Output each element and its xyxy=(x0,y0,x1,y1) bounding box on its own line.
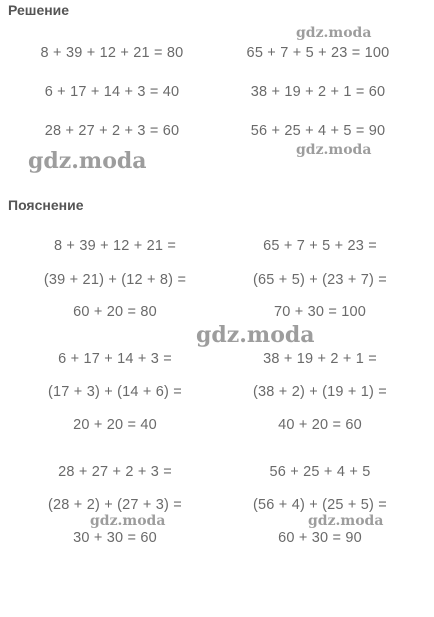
explanation-line: 28 + 27 + 2 + 3 = xyxy=(58,464,172,480)
explanation-line: 70 + 30 = 100 xyxy=(273,304,367,320)
watermark: gdz.moda xyxy=(28,148,147,174)
explanation-line: 56 + 25 + 4 + 5 xyxy=(269,464,371,480)
explanation-line: (56 + 4) + (25 + 5) = xyxy=(253,497,387,513)
solution-equation: 38 + 19 + 2 + 1 = 60 xyxy=(250,84,386,100)
watermark: gdz.moda xyxy=(296,25,372,41)
explanation-line: (65 + 5) + (23 + 7) = xyxy=(253,272,387,288)
explanation-line: 40 + 20 = 60 xyxy=(278,417,362,433)
watermark: gdz.moda xyxy=(90,513,166,529)
solution-heading: Решение xyxy=(8,2,70,18)
explanation-line: (28 + 2) + (27 + 3) = xyxy=(48,497,182,513)
explanation-line: 60 + 20 = 80 xyxy=(73,304,157,320)
explanation-line: 8 + 39 + 12 + 21 = xyxy=(53,238,177,254)
explanation-line: 6 + 17 + 14 + 3 = xyxy=(58,351,172,367)
explanation-line: (38 + 2) + (19 + 1) = xyxy=(253,384,387,400)
explanation-line: 38 + 19 + 2 + 1 = xyxy=(263,351,377,367)
explanation-line: 65 + 7 + 5 + 23 = xyxy=(263,238,377,254)
explanation-line: (17 + 3) + (14 + 6) = xyxy=(48,384,182,400)
watermark: gdz.moda xyxy=(196,322,315,348)
solution-equation: 56 + 25 + 4 + 5 = 90 xyxy=(250,123,386,139)
explanation-line: 30 + 30 = 60 xyxy=(73,530,157,546)
watermark: gdz.moda xyxy=(308,513,384,529)
explanation-line: (39 + 21) + (12 + 8) = xyxy=(43,272,187,288)
solution-equation: 8 + 39 + 12 + 21 = 80 xyxy=(40,45,184,61)
solution-equation: 6 + 17 + 14 + 3 = 40 xyxy=(44,84,180,100)
explanation-line: 20 + 20 = 40 xyxy=(73,417,157,433)
solution-equation: 65 + 7 + 5 + 23 = 100 xyxy=(246,45,390,61)
explanation-heading: Пояснение xyxy=(8,197,84,213)
watermark: gdz.moda xyxy=(296,142,372,158)
solution-equation: 28 + 27 + 2 + 3 = 60 xyxy=(44,123,180,139)
explanation-line: 60 + 30 = 90 xyxy=(278,530,362,546)
